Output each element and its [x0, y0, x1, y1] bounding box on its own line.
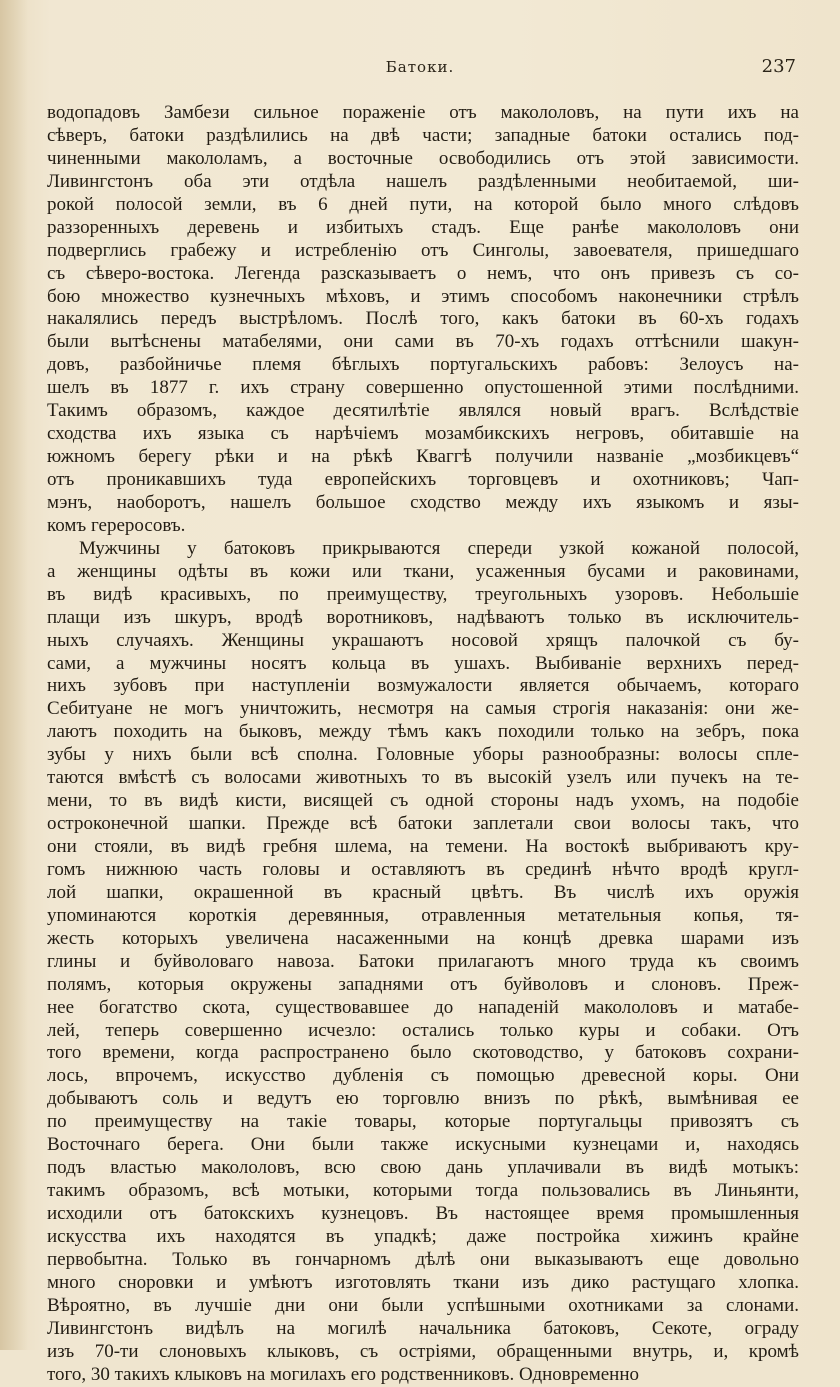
- text-line: того времени, когда распространено было скотоводство, у батоковъ сохрани-: [47, 1042, 799, 1064]
- text-line: первобытна. Только въ гончарномъ дѣлѣ они выказываютъ еще довольно: [47, 1248, 799, 1270]
- running-head-title: Батоки.: [385, 58, 455, 76]
- text-line: подверглись грабежу и истребленію отъ Синголы, завоевателя, пришедшаго: [47, 239, 799, 261]
- text-line: такимъ образомъ, всѣ мотыки, которыми тогда пользовались въ Линьянти,: [47, 1180, 799, 1202]
- text-line: мэнъ, наоборотъ, нашелъ большое сходство между ихъ языкомъ и язы-: [47, 491, 799, 513]
- text-line: много сноровки и умѣютъ изготовлять ткани изъ дико растущаго хлопка.: [47, 1271, 799, 1293]
- text-line: лаютъ походить на быковъ, между тѣмъ какъ походили только на зебръ, пока: [47, 721, 799, 743]
- text-line: таются вмѣстѣ съ волосами животныхъ то въ высокій узелъ или пучекъ на те-: [47, 767, 799, 789]
- text-line: добываютъ соль и ведутъ ею торговлю внизъ по рѣкѣ, вымѣнивая ее: [47, 1088, 799, 1110]
- text-line: рокой полосой земли, въ 6 дней пути, на которой было много слѣдовъ: [47, 193, 799, 215]
- text-line: сходства ихъ языка съ нарѣчіемъ мозамбикскихъ негровъ, обитавшіе на: [47, 423, 799, 445]
- running-head: [0, 58, 840, 82]
- text-line: плащи изъ шкуръ, вродѣ воротниковъ, надѣваютъ только въ исключитель-: [47, 606, 799, 628]
- text-line: зубы у нихъ были всѣ сполна. Головные уборы разнообразны: волосы спле-: [47, 744, 799, 766]
- text-line: глины и буйволоваго навоза. Батоки прилагаютъ много труда къ своимъ: [47, 950, 799, 972]
- text-line: искусства ихъ находятся въ упадкѣ; даже постройка хижинъ крайне: [47, 1225, 799, 1247]
- text-line: изъ 70-ти слоновыхъ клыковъ, съ остріями, обращенными внутрь, и, кромѣ: [47, 1340, 799, 1362]
- body-text: [47, 102, 799, 1387]
- text-line: лей, теперь совершенно исчезло: остались только куры и собаки. Отъ: [47, 1019, 799, 1041]
- page-gutter-shadow: [0, 0, 28, 1350]
- text-line: Мужчины у батоковъ прикрываются спереди узкой кожаной полосой,: [79, 537, 799, 559]
- text-line: Ливингстонъ видѣлъ на могилѣ начальника батоковъ, Секоте, ограду: [47, 1317, 799, 1339]
- text-line: шелъ въ 1877 г. ихъ страну совершенно опустошенной этими послѣдними.: [47, 377, 799, 399]
- text-line: южномъ берегу рѣки и на рѣкѣ Кваггѣ получили названіе „мозбикцевъ“: [47, 446, 799, 468]
- text-line: сами, а мужчины носятъ кольца въ ушахъ. Выбиваніе верхнихъ перед-: [47, 652, 799, 674]
- text-line: сѣверъ, батоки раздѣлились на двѣ части; западные батоки остались под-: [47, 124, 799, 146]
- text-line: ныхъ случаяхъ. Женщины украшаютъ носовой хрящъ палочкой съ бу-: [47, 629, 799, 651]
- text-line: упоминаются короткія деревянныя, отравленныя метательныя копья, тя-: [47, 904, 799, 926]
- text-line: гомъ нижнюю часть головы и оставляютъ въ срединѣ нѣчто вродѣ кругл-: [47, 858, 799, 880]
- text-line: нее богатство скота, существовавшее до нападеній макололовъ и матабе-: [47, 996, 799, 1018]
- text-line: того, 30 такихъ клыковъ на могилахъ его родственниковъ. Одновременно: [47, 1363, 640, 1385]
- text-line: были вытѣснены матабелями, они сами въ 70-хъ годахъ оттѣснили шакун-: [47, 331, 799, 353]
- text-line: Себитуане не могъ уничтожить, несмотря на самыя строгія наказанія: они же-: [47, 698, 799, 720]
- text-line: мени, то въ видѣ кисти, висящей съ одной стороны надъ ухомъ, на подобіе: [47, 790, 799, 812]
- text-line: жесть которыхъ увеличена насаженными на концѣ древка шарами изъ: [47, 927, 799, 949]
- text-line: по преимуществу на такіе товары, которые португальцы привозятъ съ: [47, 1111, 799, 1133]
- paragraph: [47, 538, 799, 1387]
- text-line: нихъ зубовъ при наступленіи возмужалости является обычаемъ, котораго: [47, 675, 799, 697]
- text-line: бою множество кузнечныхъ мѣховъ, и этимъ способомъ наконечники стрѣлъ: [47, 285, 799, 307]
- page-number: 237: [761, 56, 796, 77]
- text-line: въ видѣ красивыхъ, по преимуществу, треугольныхъ узоровъ. Небольшіе: [47, 583, 799, 605]
- text-line: съ сѣверо-востока. Легенда разсказываетъ о немъ, что онъ привезъ съ со-: [47, 262, 799, 284]
- text-line: Вѣроятно, въ лучшіе дни они были успѣшными охотниками за слонами.: [47, 1294, 799, 1316]
- text-line: раззоренныхъ деревень и избитыхъ стадъ. Еще ранѣе макололовъ они: [47, 216, 799, 238]
- text-line: довъ, разбойничье племя бѣглыхъ португальскихъ рабовъ: Зелоусъ на-: [47, 354, 799, 376]
- paragraph: [47, 102, 799, 538]
- text-line: Ливингстонъ оба эти отдѣла нашелъ раздѣленными необитаемой, ши-: [47, 170, 799, 192]
- text-line: исходили отъ батокскихъ кузнецовъ. Въ настоящее время промышленныя: [47, 1203, 799, 1224]
- text-line: комъ гереросовъ.: [47, 514, 186, 536]
- text-line: чиненными макололамъ, а восточные освободились отъ этой зависимости.: [47, 147, 799, 169]
- text-line: Такимъ образомъ, каждое десятилѣтіе являлся новый врагъ. Вслѣдствіе: [47, 400, 799, 422]
- text-line: подъ властью макололовъ, всю свою дань уплачивали въ видѣ мотыкъ:: [47, 1157, 799, 1179]
- text-line: лой шапки, окрашенной въ красный цвѣтъ. Въ числѣ ихъ оружія: [47, 881, 799, 903]
- text-line: водопадовъ Замбези сильное пораженіе отъ макололовъ, на пути ихъ на: [47, 102, 799, 123]
- text-line: остроконечной шапки. Прежде всѣ батоки заплетали свои волосы такъ, что: [47, 813, 799, 835]
- text-line: Восточнаго берега. Они были также искусными кузнецами и, находясь: [47, 1134, 799, 1156]
- text-line: отъ проникавшихъ туда европейскихъ торговцевъ и охотниковъ; Чап-: [47, 469, 799, 490]
- text-line: а женщины одѣты въ кожи или ткани, усаженныя бусами и раковинами,: [47, 560, 799, 582]
- text-line: они стояли, въ видѣ гребня шлема, на темени. На востокѣ выбриваютъ кру-: [47, 836, 799, 857]
- text-line: лось, впрочемъ, искусство дубленія съ помощью древесной коры. Они: [47, 1065, 799, 1087]
- text-line: накалялись передъ выстрѣломъ. Послѣ того, какъ батоки въ 60-хъ годахъ: [47, 308, 799, 330]
- text-line: полямъ, которыя окружены западнями отъ буйволовъ и слоновъ. Преж-: [47, 973, 799, 995]
